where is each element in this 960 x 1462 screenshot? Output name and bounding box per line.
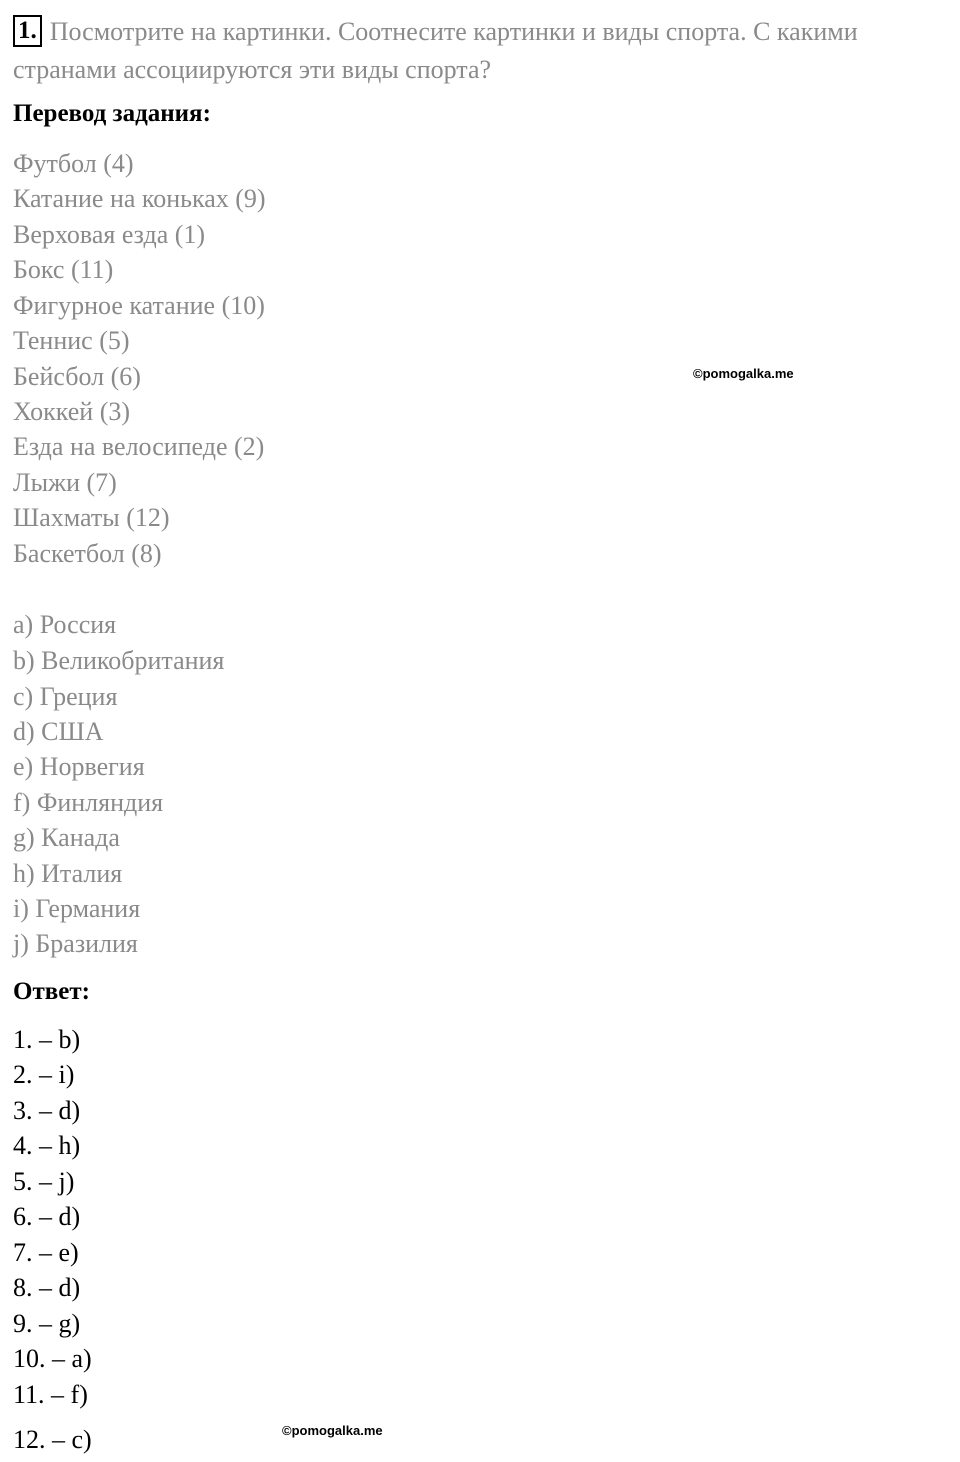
task-number-box: 1. [13,15,42,47]
answer-item: 12. – c) [13,1425,92,1454]
sport-item: Верховая езда (1) [13,220,206,249]
answer-item: 10. – a) [13,1344,92,1373]
sport-item: Лыжи (7) [13,468,117,497]
task-statement-line-2: странами ассоциируются эти виды спорта? [13,55,492,84]
sport-item: Бокс (11) [13,255,114,284]
country-item: j) Бразилия [13,929,138,958]
answer-item: 1. – b) [13,1025,81,1054]
answer-item: 8. – d) [13,1273,81,1302]
answer-item: 2. – i) [13,1060,75,1089]
sport-item: Футбол (4) [13,149,134,178]
sport-item: Шахматы (12) [13,503,170,532]
answer-item: 7. – e) [13,1238,79,1267]
sport-item: Хоккей (3) [13,397,131,426]
task-statement-line-1 [13,14,858,50]
country-item: a) Россия [13,610,117,639]
sport-item: Теннис (5) [13,326,130,355]
answer-item: 4. – h) [13,1131,81,1160]
watermark-text: ©pomogalka.me [693,366,794,381]
answer-item: 5. – j) [13,1167,75,1196]
country-item: g) Канада [13,823,120,852]
answer-item: 3. – d) [13,1096,81,1125]
country-item: d) США [13,717,104,746]
country-item: f) Финляндия [13,788,164,817]
answer-item: 9. – g) [13,1309,81,1338]
country-item: c) Греция [13,682,118,711]
sport-item: Фигурное катание (10) [13,291,265,320]
answer-item: 11. – f) [13,1380,88,1409]
task-text-1: Посмотрите на картинки. Соотнесите картинки и виды спорта. С какими [49,17,858,46]
sport-item: Катание на коньках (9) [13,184,266,213]
sport-item: Езда на велосипеде (2) [13,432,265,461]
sport-item: Бейсбол (6) [13,362,141,391]
watermark-text-bottom: ©pomogalka.me [282,1423,383,1438]
sport-item: Баскетбол (8) [13,539,162,568]
translation-heading: Перевод задания: [13,100,211,127]
country-item: e) Норвегия [13,752,145,781]
country-item: i) Германия [13,894,141,923]
answer-item: 6. – d) [13,1202,81,1231]
country-item: h) Италия [13,859,123,888]
country-item: b) Великобритания [13,646,225,675]
answer-heading: Ответ: [13,978,90,1005]
